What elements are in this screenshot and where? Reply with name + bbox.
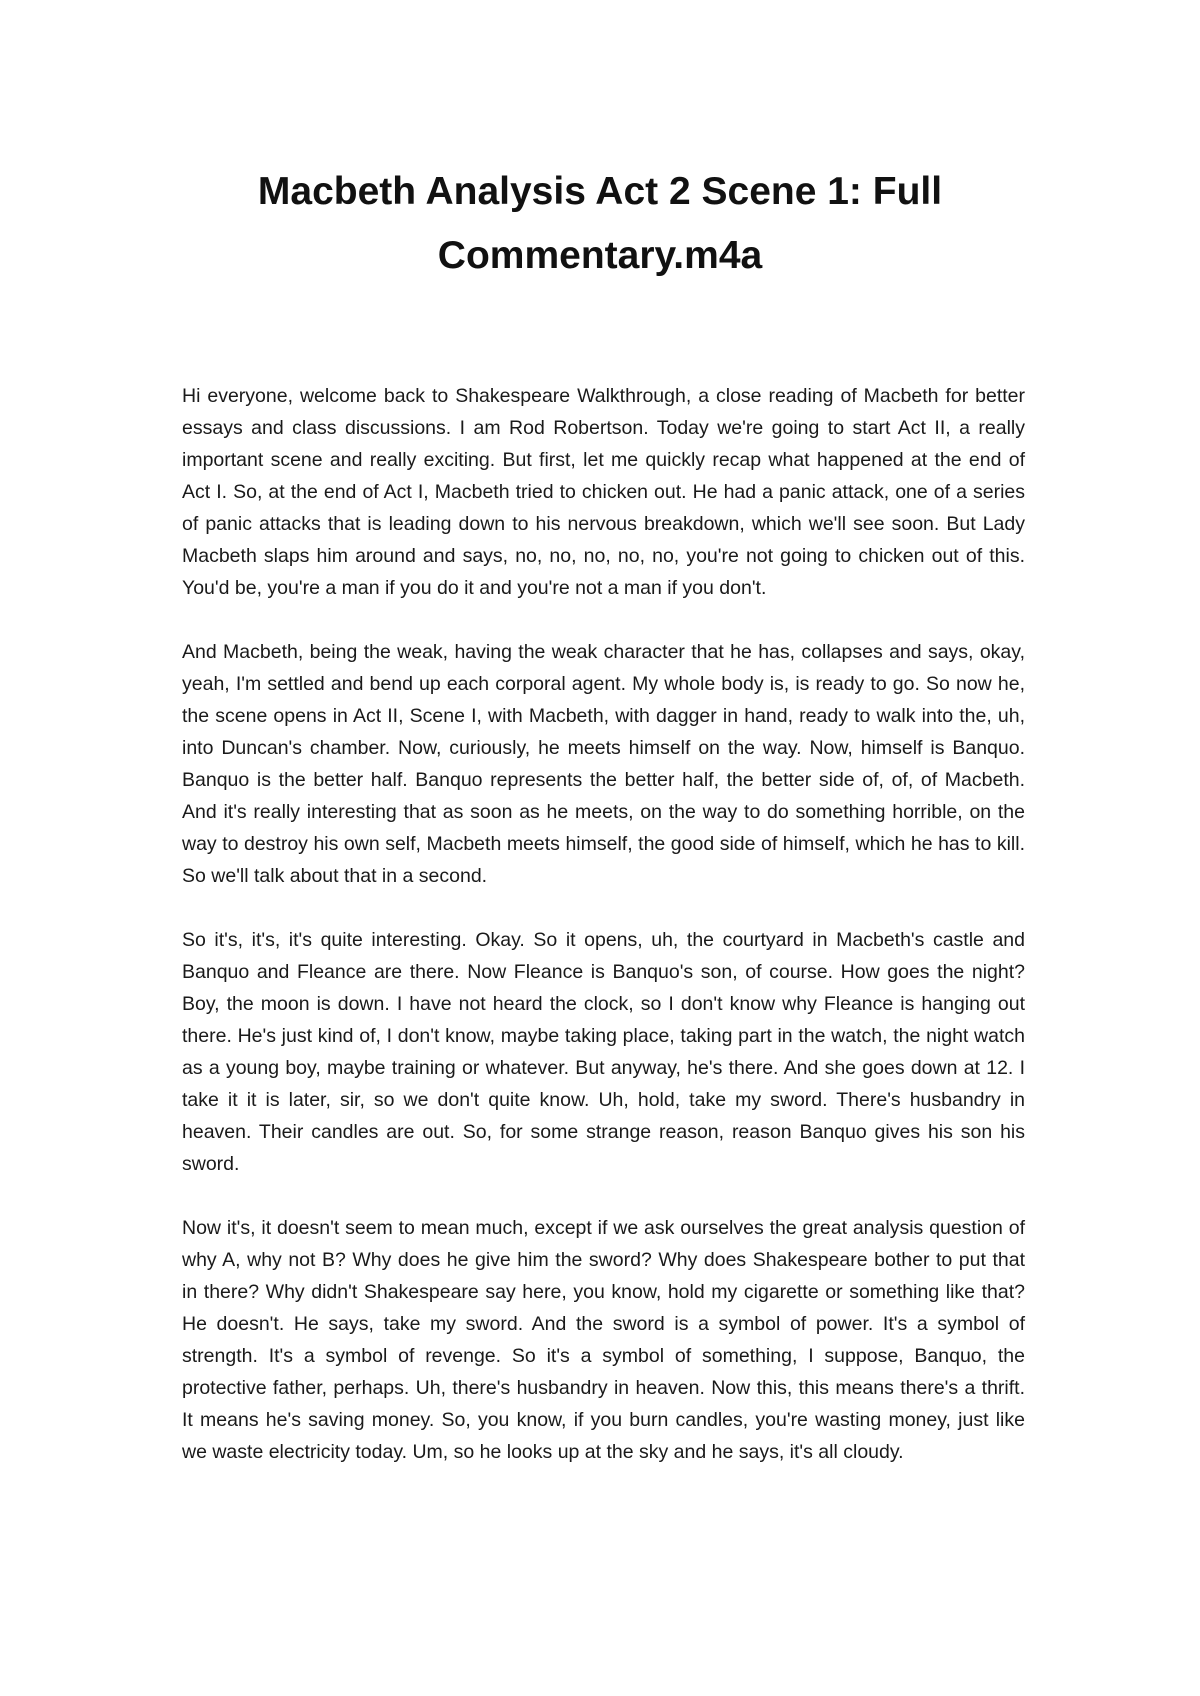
document-body bbox=[182, 380, 1025, 1500]
paragraph: Now it's, it doesn't seem to mean much, except if we ask ourselves the great analysis question of why A, why not B? Why does he give him the sword? Why does Shakespeare bother to put that in there? Why didn't Shakespeare say here, you know, hold my cigarette or something like that? He doesn't. He says, take my sword. And the sword is a symbol of power. It's a symbol of strength. It's a symbol of revenge. So it's a symbol of something, I suppose, Banquo, the protective father, perhaps. Uh, there's husbandry in heaven. Now this, this means there's a thrift. It means he's saving money. So, you know, if you burn candles, you're wasting money, just like we waste electricity today. Um, so he looks up at the sky and he says, it's all cloudy. bbox=[182, 1217, 1025, 1463]
paragraph: So it's, it's, it's quite interesting. Okay. So it opens, uh, the courtyard in Macbeth's castle and Banquo and Fleance are there. Now Fleance is Banquo's son, of course. How goes the night? Boy, the moon is down. I have not heard the clock, so I don't know why Fleance is hanging out there. He's just kind of, I don't know, maybe taking place, taking part in the watch, the night watch as a young boy, maybe training or whatever. But anyway, he's there. And she goes down at 12. I take it it is later, sir, so we don't quite know. Uh, hold, take my sword. There's husbandry in heaven. Their candles are out. So, for some strange reason, reason Banquo gives his son his sword. bbox=[182, 929, 1025, 1175]
paragraph: Hi everyone, welcome back to Shakespeare Walkthrough, a close reading of Macbeth for better essays and class discussions. I am Rod Robertson. Today we're going to start Act II, a really important scene and really exciting. But first, let me quickly recap what happened at the end of Act I. So, at the end of Act I, Macbeth tried to chicken out. He had a panic attack, one of a series of panic attacks that is leading down to his nervous breakdown, which we'll see soon. But Lady Macbeth slaps him around and says, no, no, no, no, no, you're not going to chicken out of this. You'd be, you're a man if you do it and you're not a man if you don't. bbox=[182, 385, 1025, 599]
paragraph: And Macbeth, being the weak, having the weak character that he has, collapses and says, okay, yeah, I'm settled and bend up each corporal agent. My whole body is, is ready to go. So now he, the scene opens in Act II, Scene I, with Macbeth, with dagger in hand, ready to walk into the, uh, into Duncan's chamber. Now, curiously, he meets himself on the way. Now, himself is Banquo. Banquo is the better half. Banquo represents the better half, the better side of, of, of Macbeth. And it's really interesting that as soon as he meets, on the way to do something horrible, on the way to destroy his own self, Macbeth meets himself, the good side of himself, which he has to kill. So we'll talk about that in a second. bbox=[182, 641, 1025, 887]
document-title: Macbeth Analysis Act 2 Scene 1: Full Commentary.m4a bbox=[257, 170, 943, 277]
